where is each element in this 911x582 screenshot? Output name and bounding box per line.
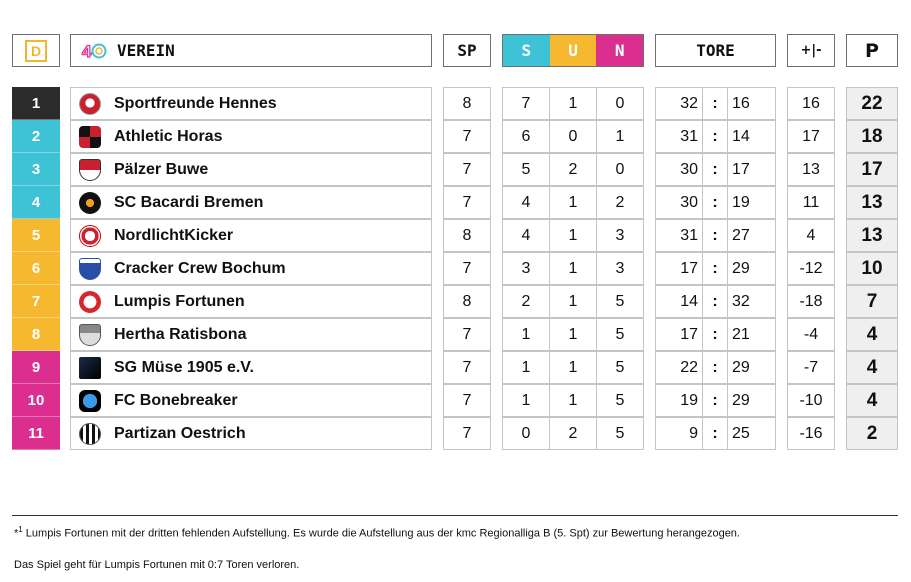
draws: 1	[549, 384, 597, 417]
goals-for: 9	[655, 417, 703, 450]
draws: 1	[549, 87, 597, 120]
footnote-line-2: Das Spiel geht für Lumpis Fortunen mit 0:7 Toren verloren.	[14, 559, 300, 571]
footnote-divider	[12, 515, 898, 516]
goals-separator: :	[702, 417, 728, 450]
points: 4	[846, 384, 898, 417]
wins: 4	[502, 219, 550, 252]
red-black-crest-icon	[79, 126, 101, 148]
points: 4	[846, 351, 898, 384]
goals-for: 30	[655, 153, 703, 186]
goal-difference: 4	[787, 219, 835, 252]
losses: 5	[596, 351, 644, 384]
points: 13	[846, 219, 898, 252]
points: 17	[846, 153, 898, 186]
goals-for: 32	[655, 87, 703, 120]
goals-separator: :	[702, 318, 728, 351]
table-row[interactable]	[70, 417, 432, 450]
goals-separator: :	[702, 252, 728, 285]
losses: 5	[596, 285, 644, 318]
table-row[interactable]	[70, 351, 432, 384]
games-played: 8	[443, 285, 491, 318]
points-column-header: P	[846, 34, 898, 67]
goal-difference: 13	[787, 153, 835, 186]
games-played: 7	[443, 351, 491, 384]
red-round-crest-icon	[79, 225, 101, 247]
wins: 1	[502, 351, 550, 384]
goals-separator: :	[702, 384, 728, 417]
losses: 0	[596, 153, 644, 186]
division-badge: D	[25, 40, 47, 62]
wins: 0	[502, 417, 550, 450]
dark-square-crest-icon	[79, 357, 101, 379]
club-name: FC Bonebreaker	[114, 391, 238, 409]
losses: 5	[596, 384, 644, 417]
table-row[interactable]	[70, 153, 432, 186]
rank-badge: 7	[12, 285, 60, 318]
goals-separator: :	[702, 120, 728, 153]
club-column-header	[70, 34, 432, 67]
goals-separator: :	[702, 186, 728, 219]
goals-against: 29	[727, 384, 776, 417]
table-row[interactable]	[70, 186, 432, 219]
goals-separator: :	[702, 153, 728, 186]
goals-separator: :	[702, 87, 728, 120]
points: 7	[846, 285, 898, 318]
games-played: 7	[443, 153, 491, 186]
losses: 0	[596, 87, 644, 120]
goals-separator: :	[702, 285, 728, 318]
goals-for: 22	[655, 351, 703, 384]
losses: 3	[596, 252, 644, 285]
goal-difference: -18	[787, 285, 835, 318]
club-name: Hertha Ratisbona	[114, 325, 247, 343]
losses-column-header: N	[596, 35, 643, 66]
goals-separator: :	[702, 219, 728, 252]
league-40-logo-icon	[81, 39, 107, 63]
rank-badge: 11	[12, 417, 60, 450]
wins: 1	[502, 318, 550, 351]
svg-text:4: 4	[82, 41, 92, 61]
rank-badge: 3	[12, 153, 60, 186]
goals-for: 30	[655, 186, 703, 219]
grey-shield-crest-icon	[79, 324, 101, 346]
wins: 2	[502, 285, 550, 318]
club-name: SG Müse 1905 e.V.	[114, 358, 254, 376]
goals-against: 32	[727, 285, 776, 318]
draws: 1	[549, 219, 597, 252]
draws-column-header: U	[550, 35, 597, 66]
footnote-line-1	[14, 525, 740, 540]
club-name: NordlichtKicker	[114, 226, 234, 244]
losses: 3	[596, 219, 644, 252]
goals-for: 17	[655, 252, 703, 285]
games-played: 7	[443, 120, 491, 153]
games-played: 8	[443, 219, 491, 252]
red-white-crest-icon	[79, 93, 101, 115]
games-played: 7	[443, 318, 491, 351]
losses: 2	[596, 186, 644, 219]
points: 22	[846, 87, 898, 120]
shield-crest-icon	[79, 159, 101, 181]
draws: 2	[549, 417, 597, 450]
games-played: 8	[443, 87, 491, 120]
wins: 7	[502, 87, 550, 120]
points: 4	[846, 318, 898, 351]
goal-difference: -7	[787, 351, 835, 384]
games-column-header: SP	[443, 34, 491, 67]
draws: 2	[549, 153, 597, 186]
footnote-sup: 1	[18, 525, 23, 534]
bat-crest-icon	[79, 192, 101, 214]
goals-against: 25	[727, 417, 776, 450]
rank-badge: 2	[12, 120, 60, 153]
table-row[interactable]	[70, 120, 432, 153]
goals-against: 17	[727, 153, 776, 186]
goal-difference: -12	[787, 252, 835, 285]
wins-column-header: S	[503, 35, 550, 66]
wins: 6	[502, 120, 550, 153]
table-row[interactable]	[70, 384, 432, 417]
losses: 5	[596, 417, 644, 450]
goals-against: 29	[727, 252, 776, 285]
draws: 0	[549, 120, 597, 153]
red-f-crest-icon	[79, 291, 101, 313]
wins: 3	[502, 252, 550, 285]
table-row[interactable]	[70, 285, 432, 318]
goal-difference: 17	[787, 120, 835, 153]
points: 13	[846, 186, 898, 219]
club-name: Pälzer Buwe	[114, 160, 209, 178]
points: 2	[846, 417, 898, 450]
goals-for: 14	[655, 285, 703, 318]
rank-badge: 5	[12, 219, 60, 252]
rank-badge: 4	[12, 186, 60, 219]
goal-difference: 11	[787, 186, 835, 219]
rank-badge: 8	[12, 318, 60, 351]
club-name: SC Bacardi Bremen	[114, 193, 264, 211]
rank-badge: 6	[12, 252, 60, 285]
wins: 5	[502, 153, 550, 186]
club-name: Cracker Crew Bochum	[114, 259, 286, 277]
draws: 1	[549, 186, 597, 219]
goals-for: 17	[655, 318, 703, 351]
goals-column-header: TORE	[655, 34, 776, 67]
black-white-crest-icon	[79, 423, 101, 445]
goal-difference: -10	[787, 384, 835, 417]
table-row[interactable]	[70, 318, 432, 351]
goals-against: 29	[727, 351, 776, 384]
division-header	[12, 34, 60, 67]
losses: 1	[596, 120, 644, 153]
goal-difference: -4	[787, 318, 835, 351]
points: 18	[846, 120, 898, 153]
goals-for: 19	[655, 384, 703, 417]
club-name: Athletic Horas	[114, 127, 223, 145]
games-played: 7	[443, 252, 491, 285]
wins: 1	[502, 384, 550, 417]
table-row[interactable]	[70, 219, 432, 252]
goal-difference: 16	[787, 87, 835, 120]
club-column-label: VEREIN	[117, 41, 175, 60]
goals-against: 14	[727, 120, 776, 153]
table-row[interactable]	[70, 87, 432, 120]
losses: 5	[596, 318, 644, 351]
results-column-header	[502, 34, 644, 67]
goals-separator: :	[702, 351, 728, 384]
goal-difference: -16	[787, 417, 835, 450]
goals-for: 31	[655, 120, 703, 153]
goals-against: 16	[727, 87, 776, 120]
games-played: 7	[443, 384, 491, 417]
goals-against: 21	[727, 318, 776, 351]
goals-for: 31	[655, 219, 703, 252]
footnote-text: Lumpis Fortunen mit der dritten fehlenden Aufstellung. Es wurde die Aufstellung aus der kmc Regionalliga B (5. Spt) zur Bewertung herangezogen.	[25, 527, 740, 540]
draws: 1	[549, 318, 597, 351]
draws: 1	[549, 351, 597, 384]
goals-against: 27	[727, 219, 776, 252]
goals-against: 19	[727, 186, 776, 219]
rank-badge: 1	[12, 87, 60, 120]
rank-badge: 10	[12, 384, 60, 417]
club-name: Partizan Oestrich	[114, 424, 246, 442]
blue-rounded-crest-icon	[79, 390, 101, 412]
goal-difference-column-header: +|-	[787, 34, 835, 67]
games-played: 7	[443, 417, 491, 450]
games-played: 7	[443, 186, 491, 219]
blue-shield-crest-icon	[79, 258, 101, 280]
club-name: Sportfreunde Hennes	[114, 94, 277, 112]
footnote-marker: *	[14, 527, 19, 540]
draws: 1	[549, 252, 597, 285]
rank-badge: 9	[12, 351, 60, 384]
draws: 1	[549, 285, 597, 318]
table-row[interactable]	[70, 252, 432, 285]
points: 10	[846, 252, 898, 285]
club-name: Lumpis Fortunen	[114, 292, 245, 310]
wins: 4	[502, 186, 550, 219]
